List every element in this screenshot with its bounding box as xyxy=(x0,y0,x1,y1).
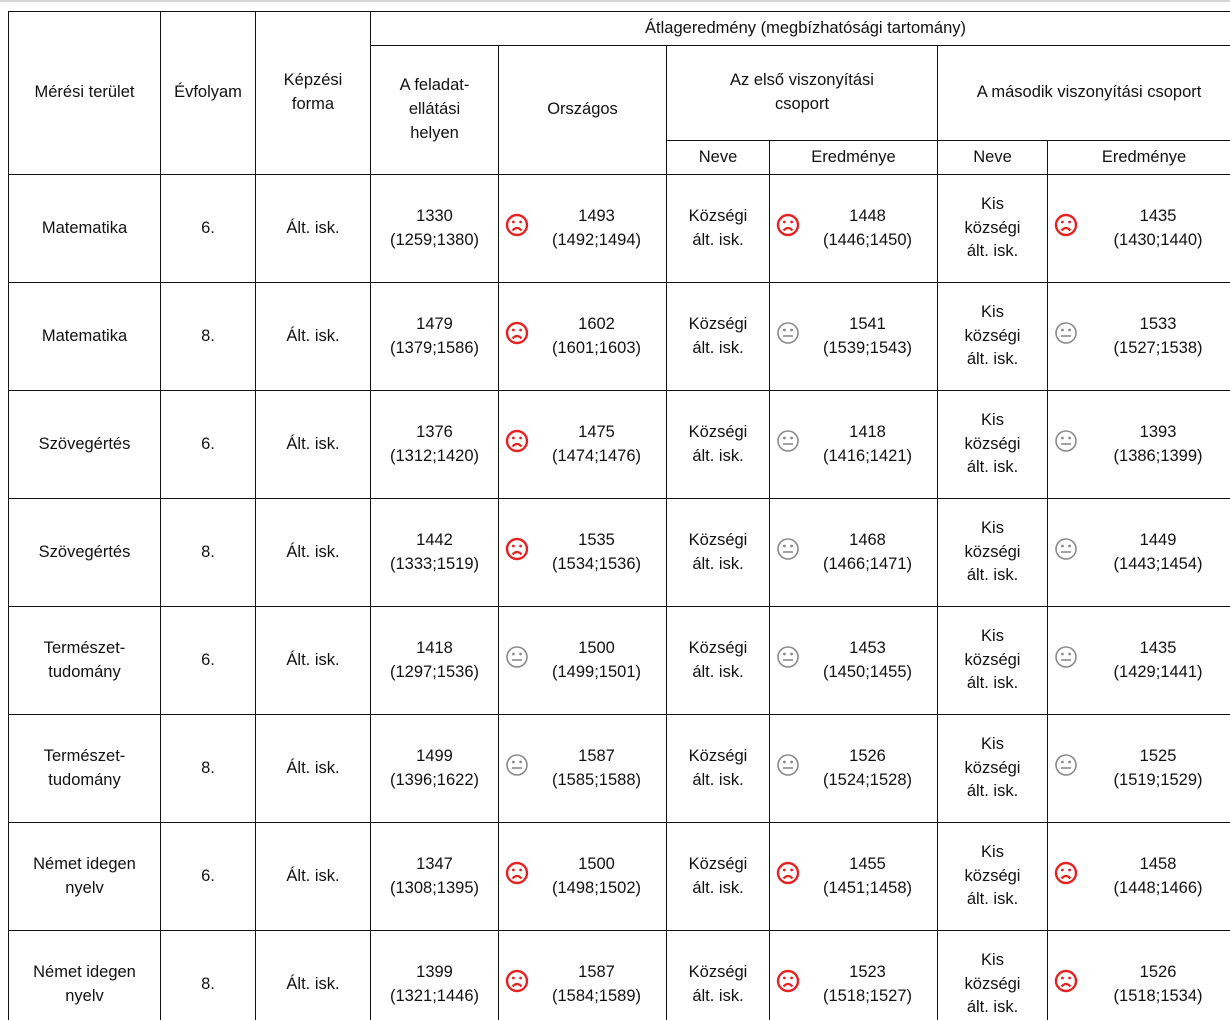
sad-face-icon xyxy=(505,428,529,454)
group2-result-cell xyxy=(1048,499,1230,607)
site-cell xyxy=(371,715,499,823)
area-cell xyxy=(9,499,161,607)
area-text: Matematika xyxy=(41,218,128,237)
national-value: 1587 xyxy=(578,746,615,765)
header-group2-text: A második viszonyítási csoport xyxy=(976,83,1202,102)
sad-face-icon xyxy=(505,320,529,346)
neutral-face-icon xyxy=(1054,644,1078,670)
sad-face-icon xyxy=(776,860,800,886)
site-cell xyxy=(371,499,499,607)
national-value: 1500 xyxy=(578,638,615,657)
group1-name: Községi ált. isk. xyxy=(688,530,748,573)
site-interval: (1321;1446) xyxy=(390,986,479,1005)
area-text: Matematika xyxy=(41,326,128,345)
national-interval: (1585;1588) xyxy=(552,770,641,789)
national-value: 1587 xyxy=(578,962,615,981)
neutral-face-icon xyxy=(776,320,800,346)
group2-value: 1449 xyxy=(1139,530,1177,549)
results-table xyxy=(8,11,1230,1020)
sad-face-icon xyxy=(505,212,529,238)
header-area: Mérési terület xyxy=(9,12,161,175)
group2-interval: (1448;1466) xyxy=(1113,878,1203,897)
national-cell xyxy=(499,499,667,607)
table-row xyxy=(9,931,1230,1020)
neutral-face-icon xyxy=(776,752,800,778)
national-cell xyxy=(499,715,667,823)
form-cell: Ált. isk. xyxy=(256,931,371,1020)
group1-interval: (1518;1527) xyxy=(823,986,912,1005)
table-row xyxy=(9,607,1230,715)
site-interval: (1297;1536) xyxy=(390,662,479,681)
sad-face-icon xyxy=(505,860,529,886)
national-cell xyxy=(499,175,667,283)
site-value: 1399 xyxy=(416,962,453,981)
site-cell xyxy=(371,175,499,283)
group1-interval: (1416;1421) xyxy=(823,446,912,465)
sad-face-icon xyxy=(776,968,800,994)
form-cell: Ált. isk. xyxy=(256,499,371,607)
neutral-face-icon xyxy=(776,536,800,562)
neutral-face-icon xyxy=(1054,320,1078,346)
grade-cell: 6. xyxy=(161,391,256,499)
group1-result-cell xyxy=(770,715,938,823)
area-cell xyxy=(9,607,161,715)
group1-name-cell xyxy=(667,715,770,823)
national-cell xyxy=(499,391,667,499)
national-cell xyxy=(499,823,667,931)
national-value: 1493 xyxy=(578,206,615,225)
group1-name: Községi ált. isk. xyxy=(688,962,748,1005)
national-interval: (1534;1536) xyxy=(552,554,641,573)
group2-name: Kis községi ált. isk. xyxy=(964,518,1021,585)
group1-value: 1526 xyxy=(849,746,886,765)
group2-name-cell xyxy=(938,607,1048,715)
neutral-face-icon xyxy=(776,428,800,454)
group1-name-cell xyxy=(667,931,770,1020)
area-cell xyxy=(9,823,161,931)
group2-result-cell xyxy=(1048,715,1230,823)
site-cell xyxy=(371,283,499,391)
header-group1 xyxy=(667,46,938,141)
group2-name: Kis községi ált. isk. xyxy=(964,626,1021,693)
group1-interval: (1539;1543) xyxy=(823,338,912,357)
national-interval: (1474;1476) xyxy=(552,446,641,465)
national-value: 1602 xyxy=(578,314,615,333)
group2-name-cell xyxy=(938,391,1048,499)
group1-interval: (1446;1450) xyxy=(823,230,912,249)
sad-face-icon xyxy=(505,968,529,994)
header-g2-result: Eredménye xyxy=(1048,141,1230,175)
form-cell: Ált. isk. xyxy=(256,391,371,499)
neutral-face-icon xyxy=(505,644,529,670)
sad-face-icon xyxy=(1054,860,1078,886)
group2-interval: (1518;1534) xyxy=(1113,986,1203,1005)
group1-name-cell xyxy=(667,823,770,931)
form-cell: Ált. isk. xyxy=(256,607,371,715)
site-value: 1479 xyxy=(416,314,453,333)
neutral-face-icon xyxy=(1054,428,1078,454)
group1-result-cell xyxy=(770,931,938,1020)
area-cell xyxy=(9,931,161,1020)
group1-name: Községi ált. isk. xyxy=(688,854,748,897)
header-g2-name: Neve xyxy=(938,141,1048,175)
site-cell xyxy=(371,931,499,1020)
group1-value: 1453 xyxy=(849,638,886,657)
group2-value: 1458 xyxy=(1139,854,1177,873)
site-value: 1330 xyxy=(416,206,453,225)
group1-interval: (1466;1471) xyxy=(823,554,912,573)
header-avg-title: Átlageredmény (megbízhatósági tartomány) xyxy=(371,12,1230,46)
group2-interval: (1430;1440) xyxy=(1113,230,1203,249)
sad-face-icon xyxy=(505,536,529,562)
sad-face-icon xyxy=(1054,212,1078,238)
group2-value: 1435 xyxy=(1139,638,1177,657)
grade-cell: 6. xyxy=(161,175,256,283)
grade-cell: 8. xyxy=(161,283,256,391)
site-value: 1499 xyxy=(416,746,453,765)
group2-result-cell xyxy=(1048,283,1230,391)
group1-name-cell xyxy=(667,607,770,715)
group1-result-cell xyxy=(770,499,938,607)
site-interval: (1333;1519) xyxy=(390,554,479,573)
table-row xyxy=(9,715,1230,823)
group2-name: Kis községi ált. isk. xyxy=(964,194,1021,261)
header-site xyxy=(371,46,499,175)
group1-name-cell xyxy=(667,499,770,607)
site-value: 1418 xyxy=(416,638,453,657)
header-grade: Évfolyam xyxy=(161,12,256,175)
group1-name: Községi ált. isk. xyxy=(688,422,748,465)
group1-value: 1468 xyxy=(849,530,886,549)
group2-result-cell xyxy=(1048,931,1230,1020)
area-cell xyxy=(9,391,161,499)
neutral-face-icon xyxy=(1054,752,1078,778)
group2-name: Kis községi ált. isk. xyxy=(964,410,1021,477)
site-interval: (1308;1395) xyxy=(390,878,479,897)
site-cell xyxy=(371,607,499,715)
neutral-face-icon xyxy=(776,644,800,670)
area-cell xyxy=(9,283,161,391)
group1-value: 1448 xyxy=(849,206,886,225)
header-group1-text: Az első viszonyítási csoport xyxy=(730,71,874,113)
group1-name: Községi ált. isk. xyxy=(688,314,748,357)
form-cell: Ált. isk. xyxy=(256,715,371,823)
group1-interval: (1451;1458) xyxy=(823,878,912,897)
group2-interval: (1386;1399) xyxy=(1113,446,1203,465)
group1-name: Községi ált. isk. xyxy=(688,206,748,249)
header-form-text: Képzési forma xyxy=(283,71,343,113)
area-text: Természet-tudomány xyxy=(43,746,126,789)
group1-result-cell xyxy=(770,391,938,499)
grade-cell: 8. xyxy=(161,499,256,607)
national-interval: (1498;1502) xyxy=(552,878,641,897)
area-text: Német idegen nyelv xyxy=(33,962,136,1005)
site-value: 1376 xyxy=(416,422,453,441)
group1-result-cell xyxy=(770,175,938,283)
group1-result-cell xyxy=(770,823,938,931)
group2-name: Kis községi ált. isk. xyxy=(964,842,1021,909)
grade-cell: 8. xyxy=(161,715,256,823)
group2-result-cell xyxy=(1048,175,1230,283)
national-value: 1475 xyxy=(578,422,615,441)
site-cell xyxy=(371,823,499,931)
group2-name-cell xyxy=(938,499,1048,607)
national-interval: (1584;1589) xyxy=(552,986,641,1005)
group2-name-cell xyxy=(938,931,1048,1020)
national-cell xyxy=(499,931,667,1020)
table-row xyxy=(9,499,1230,607)
national-cell xyxy=(499,283,667,391)
header-national: Országos xyxy=(499,46,667,175)
group1-value: 1523 xyxy=(849,962,886,981)
national-value: 1500 xyxy=(578,854,615,873)
grade-cell: 8. xyxy=(161,931,256,1020)
grade-cell: 6. xyxy=(161,607,256,715)
site-cell xyxy=(371,391,499,499)
group1-value: 1541 xyxy=(849,314,886,333)
national-interval: (1601;1603) xyxy=(552,338,641,357)
table-row xyxy=(9,823,1230,931)
group2-value: 1526 xyxy=(1139,962,1177,981)
area-text: Szövegértés xyxy=(38,434,131,453)
group2-interval: (1527;1538) xyxy=(1113,338,1203,357)
group2-value: 1435 xyxy=(1139,206,1177,225)
area-cell xyxy=(9,715,161,823)
form-cell: Ált. isk. xyxy=(256,823,371,931)
header-site-text: A feladat-ellátási helyen xyxy=(399,76,470,142)
table-body xyxy=(9,175,1230,1020)
group1-interval: (1524;1528) xyxy=(823,770,912,789)
group2-result-cell xyxy=(1048,823,1230,931)
sad-face-icon xyxy=(1054,968,1078,994)
group2-value: 1533 xyxy=(1139,314,1177,333)
area-text: Szövegértés xyxy=(38,542,131,561)
area-text: Természet-tudomány xyxy=(43,638,126,681)
group2-value: 1393 xyxy=(1139,422,1177,441)
header-g1-result: Eredménye xyxy=(770,141,938,175)
national-interval: (1492;1494) xyxy=(552,230,641,249)
group2-value: 1525 xyxy=(1139,746,1177,765)
group1-name-cell xyxy=(667,175,770,283)
national-interval: (1499;1501) xyxy=(552,662,641,681)
site-interval: (1312;1420) xyxy=(390,446,479,465)
group1-name: Községi ált. isk. xyxy=(688,746,748,789)
form-cell: Ált. isk. xyxy=(256,175,371,283)
group2-interval: (1429;1441) xyxy=(1113,662,1203,681)
group1-value: 1455 xyxy=(849,854,886,873)
site-interval: (1396;1622) xyxy=(390,770,479,789)
header-row-top xyxy=(9,12,1230,46)
site-interval: (1379;1586) xyxy=(390,338,479,357)
group1-name-cell xyxy=(667,283,770,391)
table-row xyxy=(9,175,1230,283)
header-form xyxy=(256,12,371,175)
area-text: Német idegen nyelv xyxy=(33,854,136,897)
table-row xyxy=(9,283,1230,391)
national-cell xyxy=(499,607,667,715)
group1-interval: (1450;1455) xyxy=(823,662,912,681)
group2-interval: (1443;1454) xyxy=(1113,554,1203,573)
national-value: 1535 xyxy=(578,530,615,549)
group1-value: 1418 xyxy=(849,422,886,441)
group2-name: Kis községi ált. isk. xyxy=(964,302,1021,369)
grade-cell: 6. xyxy=(161,823,256,931)
table-row xyxy=(9,391,1230,499)
neutral-face-icon xyxy=(1054,536,1078,562)
group2-name-cell xyxy=(938,283,1048,391)
site-value: 1347 xyxy=(416,854,453,873)
area-cell xyxy=(9,175,161,283)
form-cell: Ált. isk. xyxy=(256,283,371,391)
neutral-face-icon xyxy=(505,752,529,778)
group1-result-cell xyxy=(770,283,938,391)
group2-result-cell xyxy=(1048,607,1230,715)
group1-name-cell xyxy=(667,391,770,499)
group1-result-cell xyxy=(770,607,938,715)
header-g1-name: Neve xyxy=(667,141,770,175)
header-group2 xyxy=(938,46,1230,141)
group2-name-cell xyxy=(938,715,1048,823)
group2-name: Kis községi ált. isk. xyxy=(964,950,1021,1017)
group2-name: Kis községi ált. isk. xyxy=(964,734,1021,801)
group2-name-cell xyxy=(938,823,1048,931)
sad-face-icon xyxy=(776,212,800,238)
group1-name: Községi ált. isk. xyxy=(688,638,748,681)
group2-name-cell xyxy=(938,175,1048,283)
group2-result-cell xyxy=(1048,391,1230,499)
site-interval: (1259;1380) xyxy=(390,230,479,249)
site-value: 1442 xyxy=(416,530,453,549)
group2-interval: (1519;1529) xyxy=(1113,770,1203,789)
